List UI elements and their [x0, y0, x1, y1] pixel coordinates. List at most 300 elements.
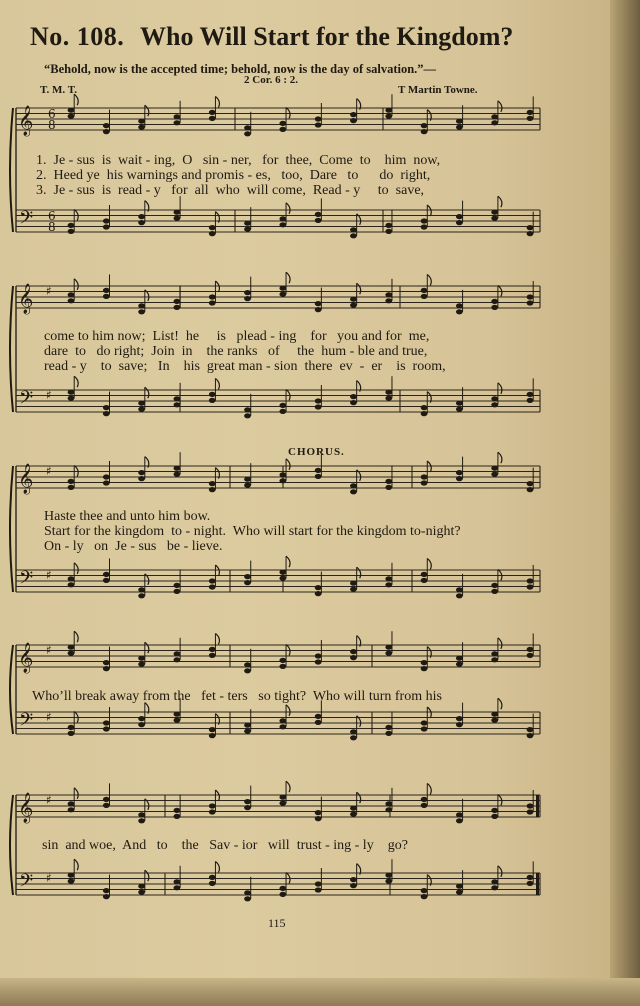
note-head — [350, 883, 357, 888]
note-head — [315, 816, 322, 821]
note-head — [491, 589, 498, 594]
key-signature-sharp: ♯ — [46, 568, 52, 582]
note-head — [244, 890, 251, 895]
note-head — [491, 114, 498, 119]
note-flag — [74, 465, 78, 476]
note-head — [103, 480, 110, 485]
note-head — [491, 472, 498, 477]
note-head — [244, 413, 251, 418]
note-head — [103, 218, 110, 223]
treble-clef: 𝄞 — [18, 643, 34, 673]
note-head — [315, 659, 322, 664]
note-head — [138, 884, 145, 889]
note-head — [138, 214, 145, 219]
note-flag — [215, 96, 219, 107]
note-head — [421, 894, 428, 899]
note-head — [491, 808, 498, 813]
page-number: 115 — [268, 916, 286, 930]
system-brace — [10, 795, 13, 895]
note-flag — [74, 563, 78, 574]
note-head — [103, 666, 110, 671]
note-head — [385, 801, 392, 806]
note-head — [421, 224, 428, 229]
note-head — [174, 718, 181, 723]
time-signature: 6 — [48, 209, 56, 223]
note-head — [244, 580, 251, 585]
key-signature-sharp: ♯ — [46, 643, 52, 657]
note-head — [209, 294, 216, 299]
note-flag — [215, 378, 219, 389]
note-head — [244, 799, 251, 804]
scripture-epigraph: “Behold, now is the accepted time; behold, now is the day of salvation.”— — [44, 62, 437, 76]
note-head — [315, 585, 322, 590]
key-signature-sharp: ♯ — [46, 464, 52, 478]
note-head — [350, 735, 357, 740]
note-head — [491, 210, 498, 215]
note-head — [174, 651, 181, 656]
note-head — [527, 803, 534, 808]
note-head — [279, 576, 286, 581]
note-head — [350, 227, 357, 232]
note-head — [385, 873, 392, 878]
lyric-sys2-verse2: dare to do right; Join in the ranks of the hum - ble and true, — [44, 344, 428, 359]
note-flag — [427, 274, 431, 285]
note-head — [279, 892, 286, 897]
note-head — [209, 481, 216, 486]
note-flag — [427, 205, 431, 216]
note-head — [350, 806, 357, 811]
note-head — [244, 131, 251, 136]
note-head — [68, 298, 75, 303]
note-head — [279, 409, 286, 414]
note-flag — [215, 633, 219, 644]
note-flag — [286, 203, 290, 214]
note-head — [209, 116, 216, 121]
note-head — [527, 881, 534, 886]
note-head — [174, 712, 181, 717]
bass-clef: 𝄢 — [19, 710, 34, 735]
hymn-title: Who Will Start for the Kingdom? — [140, 22, 514, 51]
note-flag — [498, 569, 502, 580]
note-head — [103, 726, 110, 731]
note-flag — [357, 792, 361, 803]
system-brace — [10, 286, 13, 412]
note-head — [527, 231, 534, 236]
note-head — [315, 212, 322, 217]
note-head — [315, 116, 322, 121]
note-flag — [286, 389, 290, 400]
note-head — [138, 470, 145, 475]
note-flag — [286, 872, 290, 883]
note-head — [421, 129, 428, 134]
note-flag — [145, 870, 149, 881]
note-head — [244, 668, 251, 673]
note-head — [244, 662, 251, 667]
treble-clef: 𝄞 — [18, 793, 34, 823]
note-head — [244, 296, 251, 301]
note-head — [209, 653, 216, 658]
note-head — [315, 881, 322, 886]
note-head — [315, 810, 322, 815]
note-head — [385, 114, 392, 119]
time-signature: 6 — [48, 107, 56, 121]
note-flag — [498, 452, 502, 463]
note-flag — [145, 387, 149, 398]
note-head — [456, 716, 463, 721]
scripture-reference: 2 Cor. 6 : 2. — [244, 74, 298, 86]
note-head — [279, 216, 286, 221]
note-head — [68, 108, 75, 113]
note-head — [279, 121, 286, 126]
note-head — [491, 885, 498, 890]
note-head — [138, 812, 145, 817]
note-head — [279, 478, 286, 483]
note-head — [456, 214, 463, 219]
lyric-sys1-verse1: 1. Je - sus is wait - ing, O sin - ner, for thee, Come to him now, — [36, 153, 441, 168]
system-brace — [10, 645, 13, 734]
note-head — [456, 407, 463, 412]
note-head — [350, 812, 357, 817]
note-head — [385, 479, 392, 484]
note-head — [138, 303, 145, 308]
note-head — [174, 216, 181, 221]
note-head — [279, 570, 286, 575]
note-flag — [427, 783, 431, 794]
note-head — [174, 583, 181, 588]
note-head — [527, 487, 534, 492]
note-head — [421, 572, 428, 577]
note-head — [350, 581, 357, 586]
note-head — [350, 394, 357, 399]
note-head — [491, 396, 498, 401]
note-head — [527, 653, 534, 658]
note-head — [385, 807, 392, 812]
note-head — [456, 220, 463, 225]
note-head — [138, 119, 145, 124]
note-head — [385, 229, 392, 234]
note-head — [350, 729, 357, 734]
note-head — [456, 890, 463, 895]
note-head — [491, 814, 498, 819]
note-head — [350, 303, 357, 308]
note-head — [244, 723, 251, 728]
note-head — [315, 404, 322, 409]
note-head — [350, 587, 357, 592]
note-head — [527, 392, 534, 397]
note-head — [68, 879, 75, 884]
note-head — [527, 294, 534, 299]
note-head — [385, 879, 392, 884]
chorus-label: CHORUS. — [288, 446, 345, 458]
lyric-sys1-verse3: 3. Je - sus is read - y for all who will come, Read - y to save, — [36, 183, 425, 198]
note-flag — [498, 383, 502, 394]
note-head — [527, 225, 534, 230]
note-head — [491, 216, 498, 221]
note-head — [68, 725, 75, 730]
note-flag — [215, 861, 219, 872]
note-head — [103, 888, 110, 893]
note-head — [527, 733, 534, 738]
note-flag — [498, 101, 502, 112]
note-head — [421, 294, 428, 299]
note-head — [315, 122, 322, 127]
note-flag — [215, 565, 219, 576]
note-head — [385, 396, 392, 401]
note-head — [103, 572, 110, 577]
note-head — [209, 803, 216, 808]
note-head — [456, 662, 463, 667]
note-head — [174, 114, 181, 119]
note-head — [315, 218, 322, 223]
note-head — [350, 233, 357, 238]
note-head — [350, 655, 357, 660]
note-head — [456, 812, 463, 817]
note-head — [279, 222, 286, 227]
note-flag — [498, 638, 502, 649]
note-head — [138, 818, 145, 823]
note-head — [68, 731, 75, 736]
note-head — [385, 582, 392, 587]
note-head — [385, 651, 392, 656]
note-head — [138, 716, 145, 721]
note-flag — [498, 285, 502, 296]
note-head — [315, 653, 322, 658]
note-head — [209, 881, 216, 886]
note-head — [385, 223, 392, 228]
system-brace — [10, 108, 13, 232]
note-head — [138, 476, 145, 481]
lyric-sys2-verse3: read - y to save; In his great man - sion there ev - er is room, — [44, 359, 446, 374]
bass-clef: 𝄢 — [19, 388, 34, 413]
note-flag — [215, 790, 219, 801]
note-head — [421, 666, 428, 671]
note-head — [174, 305, 181, 310]
note-head — [456, 470, 463, 475]
note-flag — [498, 866, 502, 877]
note-head — [491, 712, 498, 717]
note-head — [491, 657, 498, 662]
note-head — [456, 593, 463, 598]
note-head — [491, 651, 498, 656]
lyric-sys3-line3: On - ly on Je - sus be - lieve. — [44, 539, 223, 554]
note-head — [279, 286, 286, 291]
note-head — [103, 288, 110, 293]
note-head — [174, 814, 181, 819]
note-head — [68, 873, 75, 878]
note-head — [385, 390, 392, 395]
note-head — [103, 803, 110, 808]
note-head — [174, 879, 181, 884]
note-head — [421, 411, 428, 416]
note-head — [174, 472, 181, 477]
note-flag — [74, 788, 78, 799]
note-flag — [74, 279, 78, 290]
note-head — [244, 729, 251, 734]
note-head — [103, 224, 110, 229]
note-head — [456, 303, 463, 308]
note-flag — [286, 556, 290, 567]
system-brace — [10, 466, 13, 592]
note-head — [385, 576, 392, 581]
note-head — [456, 656, 463, 661]
note-head — [421, 660, 428, 665]
note-flag — [357, 283, 361, 294]
note-flag — [286, 705, 290, 716]
note-flag — [427, 707, 431, 718]
words-credit: T. M. T. — [40, 84, 77, 96]
note-head — [244, 227, 251, 232]
note-head — [209, 300, 216, 305]
note-head — [209, 584, 216, 589]
note-head — [68, 396, 75, 401]
time-signature: 8 — [48, 118, 56, 132]
note-head — [174, 396, 181, 401]
note-head — [421, 123, 428, 128]
note-head — [103, 405, 110, 410]
note-head — [103, 123, 110, 128]
final-barline — [536, 795, 539, 817]
note-head — [527, 809, 534, 814]
note-head — [385, 731, 392, 736]
note-head — [385, 298, 392, 303]
note-head — [279, 127, 286, 132]
note-head — [315, 714, 322, 719]
lyric-sys2-verse1: come to him now; List! he is plead - ing for you and for me, — [44, 329, 430, 344]
final-barline — [536, 873, 539, 895]
note-flag — [74, 631, 78, 642]
note-head — [491, 299, 498, 304]
note-head — [279, 724, 286, 729]
note-head — [209, 225, 216, 230]
note-head — [456, 884, 463, 889]
lyric-sys5-line1: sin and woe, And to the Sav - ior will trust - ing - ly go? — [42, 838, 408, 853]
note-head — [103, 129, 110, 134]
note-head — [68, 576, 75, 581]
time-signature: 8 — [48, 220, 56, 234]
lyric-sys3-line1: Haste thee and unto him bow. — [44, 509, 211, 524]
note-head — [315, 474, 322, 479]
note-flag — [74, 859, 78, 870]
note-head — [68, 645, 75, 650]
note-head — [68, 229, 75, 234]
key-signature-sharp: ♯ — [46, 871, 52, 885]
note-flag — [286, 644, 290, 655]
note-head — [244, 407, 251, 412]
note-head — [138, 220, 145, 225]
key-signature-sharp: ♯ — [46, 388, 52, 402]
key-signature-sharp: ♯ — [46, 793, 52, 807]
note-head — [174, 589, 181, 594]
note-head — [103, 578, 110, 583]
note-head — [456, 587, 463, 592]
note-head — [491, 879, 498, 884]
note-head — [491, 120, 498, 125]
note-head — [174, 885, 181, 890]
note-head — [279, 292, 286, 297]
note-head — [315, 468, 322, 473]
note-flag — [286, 272, 290, 283]
note-head — [68, 292, 75, 297]
note-head — [456, 125, 463, 130]
note-head — [244, 221, 251, 226]
treble-clef: 𝄞 — [18, 284, 34, 314]
note-flag — [74, 209, 78, 220]
note-head — [174, 466, 181, 471]
note-head — [103, 894, 110, 899]
note-flag — [427, 558, 431, 569]
note-head — [491, 466, 498, 471]
note-head — [527, 110, 534, 115]
note-head — [244, 896, 251, 901]
note-head — [421, 480, 428, 485]
note-flag — [286, 781, 290, 792]
note-head — [421, 405, 428, 410]
note-head — [421, 474, 428, 479]
note-head — [138, 401, 145, 406]
note-flag — [74, 711, 78, 722]
note-head — [279, 403, 286, 408]
note-head — [68, 390, 75, 395]
note-flag — [145, 642, 149, 653]
note-head — [174, 120, 181, 125]
note-head — [527, 398, 534, 403]
note-head — [350, 118, 357, 123]
note-head — [103, 660, 110, 665]
note-head — [244, 805, 251, 810]
note-head — [385, 108, 392, 113]
key-signature-sharp: ♯ — [46, 710, 52, 724]
note-head — [421, 726, 428, 731]
note-head — [527, 727, 534, 732]
note-head — [209, 733, 216, 738]
note-flag — [498, 196, 502, 207]
note-head — [421, 218, 428, 223]
note-head — [350, 112, 357, 117]
note-head — [279, 658, 286, 663]
note-head — [456, 722, 463, 727]
bass-clef: 𝄢 — [19, 568, 34, 593]
note-head — [138, 662, 145, 667]
note-head — [68, 801, 75, 806]
note-head — [315, 720, 322, 725]
note-head — [209, 727, 216, 732]
note-head — [103, 411, 110, 416]
note-head — [244, 483, 251, 488]
note-head — [209, 875, 216, 880]
treble-clef: 𝄞 — [18, 106, 34, 136]
note-head — [350, 297, 357, 302]
note-head — [279, 718, 286, 723]
note-head — [68, 582, 75, 587]
note-head — [527, 300, 534, 305]
note-head — [209, 578, 216, 583]
note-head — [174, 402, 181, 407]
note-flag — [145, 105, 149, 116]
note-head — [209, 392, 216, 397]
note-head — [527, 647, 534, 652]
note-head — [138, 125, 145, 130]
note-head — [456, 818, 463, 823]
note-head — [68, 485, 75, 490]
note-head — [103, 720, 110, 725]
lyric-sys3-line2: Start for the kingdom to - night. Who will start for the kingdom to-night? — [44, 524, 461, 539]
note-head — [279, 886, 286, 891]
note-head — [350, 489, 357, 494]
note-head — [385, 645, 392, 650]
note-flag — [215, 281, 219, 292]
note-head — [138, 593, 145, 598]
note-head — [421, 720, 428, 725]
